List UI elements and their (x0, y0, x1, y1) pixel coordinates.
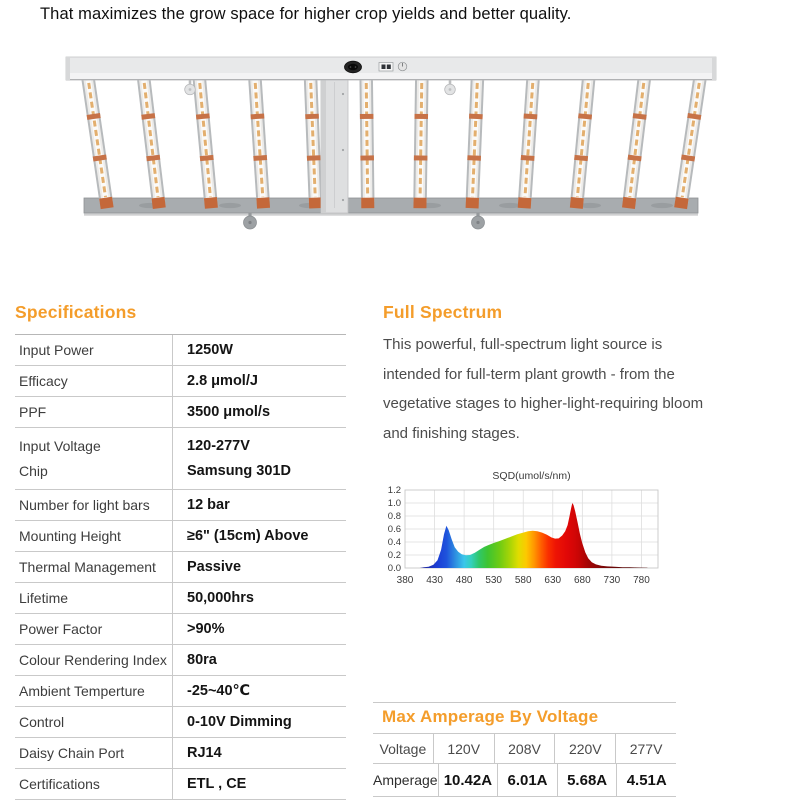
spec-label: Control (15, 707, 173, 737)
spec-label: Power Factor (15, 614, 173, 644)
spec-row (15, 676, 346, 707)
grow-light-fixture-image (0, 50, 800, 260)
spec-value: 3500 μmol/s (187, 404, 271, 420)
svg-text:430: 430 (426, 575, 443, 586)
voltage-header-row (373, 734, 676, 763)
max-amperage-table (373, 733, 676, 797)
spec-label: Mounting Height (15, 521, 173, 551)
full-spectrum-section (383, 302, 723, 448)
spec-value: >90% (187, 621, 225, 637)
svg-text:0.8: 0.8 (387, 511, 401, 523)
specifications-table (15, 334, 346, 800)
spec-value: 120-277V Samsung 301D (187, 438, 291, 479)
svg-text:530: 530 (485, 575, 503, 586)
spec-label: Colour Rendering Index (15, 645, 173, 675)
spec-row (15, 490, 346, 521)
spec-row (15, 614, 346, 645)
max-amperage-section (373, 702, 676, 797)
svg-text:580: 580 (514, 575, 532, 586)
svg-text:1.0: 1.0 (387, 498, 401, 510)
amperage-values-row (373, 763, 676, 796)
svg-text:680: 680 (573, 575, 591, 586)
svg-text:630: 630 (544, 575, 562, 586)
spec-value: -25~40℃ (187, 683, 251, 699)
spectrum-chart (375, 452, 675, 597)
spec-value: 50,000hrs (187, 590, 254, 606)
svg-text:0.6: 0.6 (387, 524, 401, 536)
amp-cell: 120V (433, 734, 494, 763)
spec-label: Ambient Temperture (15, 676, 173, 706)
spec-value: ETL , CE (187, 776, 247, 792)
svg-text:730: 730 (603, 575, 621, 586)
spec-value: 0-10V Dimming (187, 714, 292, 730)
svg-text:780: 780 (633, 575, 650, 586)
spec-row (15, 521, 346, 552)
spec-value: RJ14 (187, 745, 222, 761)
amp-cell: 5.68A (557, 764, 617, 796)
svg-text:0.0: 0.0 (387, 563, 401, 575)
svg-text:380: 380 (396, 575, 414, 586)
spec-label: Lifetime (15, 583, 173, 613)
spec-value: ≥6" (15cm) Above (187, 528, 309, 544)
spec-row (15, 335, 346, 366)
specifications-heading: Specifications (15, 302, 137, 322)
spec-label: Efficacy (15, 366, 173, 396)
spec-row (15, 738, 346, 769)
full-spectrum-paragraph: This powerful, full-spectrum light source is intended for full-term plant growth - from the vegetative stages to higher-light-requiring bloom and finishing stages. (383, 336, 704, 442)
svg-text:0.2: 0.2 (387, 550, 401, 562)
specifications-section (15, 302, 346, 800)
amp-cell: Amperage (373, 772, 438, 788)
svg-text:1.2: 1.2 (387, 485, 401, 497)
spec-label: Daisy Chain Port (15, 738, 173, 768)
amp-cell: 10.42A (438, 764, 498, 796)
spec-row (15, 552, 346, 583)
spec-row (15, 397, 346, 428)
spec-row (15, 428, 346, 490)
spec-row (15, 707, 346, 738)
spec-row (15, 366, 346, 397)
svg-text:480: 480 (455, 575, 473, 586)
spec-value: 80ra (187, 652, 217, 668)
svg-text:SQD(umol/s/nm): SQD(umol/s/nm) (492, 470, 571, 482)
spec-label: Input Power (15, 335, 173, 365)
spec-row (15, 583, 346, 614)
amp-cell: 208V (494, 734, 555, 763)
amp-cell: 220V (554, 734, 615, 763)
spec-label: Certifications (15, 769, 173, 799)
full-spectrum-heading: Full Spectrum (383, 302, 503, 322)
spec-label: Thermal Management (15, 552, 173, 582)
spec-value: 1250W (187, 342, 233, 358)
spec-label: PPF (15, 397, 173, 427)
spec-row (15, 645, 346, 676)
amp-cell: 4.51A (616, 764, 676, 796)
spec-value: Passive (187, 559, 242, 575)
spec-value: 2.8 μmol/J (187, 373, 258, 389)
amp-cell: 277V (615, 734, 676, 763)
spec-label: Input Voltage Chip (15, 428, 173, 489)
max-amperage-heading: Max Amperage By Voltage (382, 707, 599, 726)
spec-label: Number for light bars (15, 490, 173, 520)
page-title: That maximizes the grow space for higher crop yields and better quality. (40, 5, 572, 23)
spec-row (15, 769, 346, 800)
spec-value: 12 bar (187, 497, 230, 513)
svg-text:0.4: 0.4 (387, 537, 401, 549)
amp-cell: Voltage (379, 740, 427, 757)
amp-cell: 6.01A (497, 764, 557, 796)
